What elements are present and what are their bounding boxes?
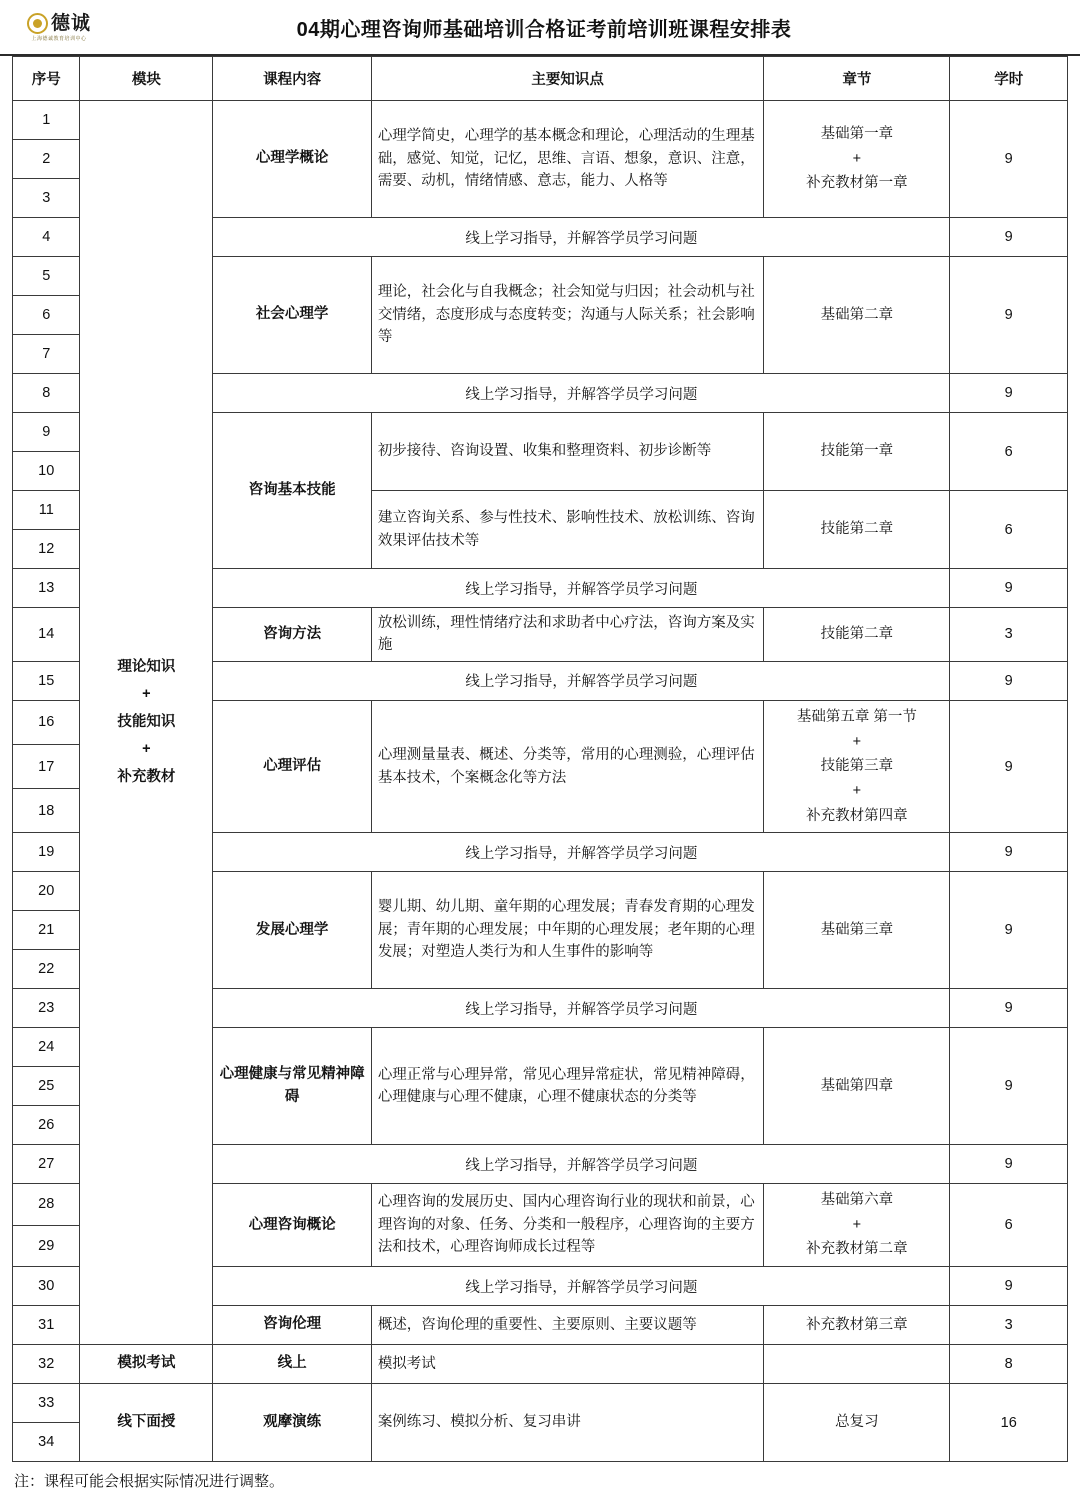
cell-knowledge: 建立咨询关系、参与性技术、影响性技术、放松训练、咨询效果评估技术等 xyxy=(371,491,764,569)
table-body xyxy=(13,101,1068,1462)
cell-chapter: 基础第一章 + 补充教材第一章 xyxy=(764,101,950,218)
footer-note: 注：课程可能会根据实际情况进行调整。 xyxy=(14,1473,285,1491)
cell-hours: 6 xyxy=(950,413,1068,491)
page-title: 04期心理咨询师基础培训合格证考前培训班课程安排表 xyxy=(296,18,792,41)
cell-hours: 9 xyxy=(950,101,1068,218)
cell-chapter: 总复习 xyxy=(764,1384,950,1462)
cell-course: 观摩演练 xyxy=(213,1384,371,1462)
cell-no: 23 xyxy=(13,989,80,1028)
cell-no: 17 xyxy=(13,745,80,789)
cell-no: 21 xyxy=(13,911,80,950)
cell-course: 线上 xyxy=(213,1345,371,1384)
col-header-knowledge: 主要知识点 xyxy=(371,57,764,101)
col-header-hours: 学时 xyxy=(950,57,1068,101)
cell-chapter: 技能第二章 xyxy=(764,608,950,662)
logo-circle-icon xyxy=(27,13,48,34)
cell-online-guidance: 线上学习指导，并解答学员学习问题 xyxy=(213,569,950,608)
cell-hours: 9 xyxy=(950,872,1068,989)
cell-course: 心理学概论 xyxy=(213,101,371,218)
cell-no: 4 xyxy=(13,218,80,257)
cell-no: 9 xyxy=(13,413,80,452)
cell-no: 12 xyxy=(13,530,80,569)
cell-hours: 9 xyxy=(950,1267,1068,1306)
table-row xyxy=(13,1345,1068,1384)
cell-knowledge: 心理正常与心理异常，常见心理异常症状，常见精神障碍，心理健康与心理不健康，心理不健康状态的分类等 xyxy=(371,1028,764,1145)
cell-hours: 9 xyxy=(950,1145,1068,1184)
cell-no: 22 xyxy=(13,950,80,989)
course-schedule-table xyxy=(12,56,1068,1462)
cell-module: 理论知识 + 技能知识 + 补充教材 xyxy=(80,101,213,1345)
cell-knowledge: 心理学简史，心理学的基本概念和理论，心理活动的生理基础，感觉、知觉，记忆，思维、言语、想象，意识、注意，需要、动机，情绪情感、意志，能力、人格等 xyxy=(371,101,764,218)
cell-no: 10 xyxy=(13,452,80,491)
col-header-chapter: 章节 xyxy=(764,57,950,101)
document-header xyxy=(0,0,1080,56)
cell-knowledge: 心理测量量表、概述、分类等，常用的心理测验，心理评估基本技术，个案概念化等方法 xyxy=(371,700,764,832)
cell-no: 14 xyxy=(13,608,80,662)
cell-knowledge: 婴儿期、幼儿期、童年期的心理发展；青春发育期的心理发展；青年期的心理发展；中年期的心理发展；老年期的心理发展；对塑造人类行为和人生事件的影响等 xyxy=(371,872,764,989)
cell-no: 33 xyxy=(13,1384,80,1423)
table-row xyxy=(13,1384,1068,1423)
cell-no: 19 xyxy=(13,833,80,872)
cell-chapter: 基础第四章 xyxy=(764,1028,950,1145)
cell-chapter: 基础第二章 xyxy=(764,257,950,374)
cell-no: 24 xyxy=(13,1028,80,1067)
cell-hours: 3 xyxy=(950,1306,1068,1345)
cell-no: 1 xyxy=(13,101,80,140)
cell-online-guidance: 线上学习指导，并解答学员学习问题 xyxy=(213,833,950,872)
brand-logo xyxy=(0,0,118,55)
cell-no: 26 xyxy=(13,1106,80,1145)
cell-hours: 8 xyxy=(950,1345,1068,1384)
cell-module: 线下面授 xyxy=(80,1384,213,1462)
cell-no: 6 xyxy=(13,296,80,335)
cell-hours: 9 xyxy=(950,569,1068,608)
cell-no: 15 xyxy=(13,661,80,700)
cell-chapter: 技能第二章 xyxy=(764,491,950,569)
cell-hours: 9 xyxy=(950,218,1068,257)
cell-course: 心理评估 xyxy=(213,700,371,832)
cell-course: 心理咨询概论 xyxy=(213,1184,371,1267)
cell-no: 27 xyxy=(13,1145,80,1184)
cell-course: 咨询方法 xyxy=(213,608,371,662)
cell-no: 2 xyxy=(13,140,80,179)
cell-knowledge: 模拟考试 xyxy=(371,1345,764,1384)
cell-chapter: 技能第一章 xyxy=(764,413,950,491)
logo-subtitle: 上海德诚教育培训中心 xyxy=(31,35,87,42)
cell-online-guidance: 线上学习指导，并解答学员学习问题 xyxy=(213,374,950,413)
cell-no: 28 xyxy=(13,1184,80,1225)
cell-knowledge: 初步接待、咨询设置、收集和整理资料、初步诊断等 xyxy=(371,413,764,491)
col-header-no: 序号 xyxy=(13,57,80,101)
cell-course: 心理健康与常见精神障碍 xyxy=(213,1028,371,1145)
cell-course: 咨询基本技能 xyxy=(213,413,371,569)
logo-text: 德诚 xyxy=(50,12,91,34)
cell-course: 社会心理学 xyxy=(213,257,371,374)
cell-no: 8 xyxy=(13,374,80,413)
cell-hours: 3 xyxy=(950,608,1068,662)
cell-hours: 6 xyxy=(950,491,1068,569)
cell-no: 11 xyxy=(13,491,80,530)
cell-no: 7 xyxy=(13,335,80,374)
cell-hours: 9 xyxy=(950,661,1068,700)
cell-no: 3 xyxy=(13,179,80,218)
cell-no: 13 xyxy=(13,569,80,608)
cell-online-guidance: 线上学习指导，并解答学员学习问题 xyxy=(213,661,950,700)
cell-chapter: 基础第三章 xyxy=(764,872,950,989)
cell-hours: 9 xyxy=(950,1028,1068,1145)
cell-no: 31 xyxy=(13,1306,80,1345)
cell-no: 16 xyxy=(13,700,80,744)
cell-hours: 16 xyxy=(950,1384,1068,1462)
cell-module: 模拟考试 xyxy=(80,1345,213,1384)
cell-hours: 9 xyxy=(950,989,1068,1028)
cell-chapter: 基础第六章 + 补充教材第二章 xyxy=(764,1184,950,1267)
cell-chapter: 补充教材第三章 xyxy=(764,1306,950,1345)
cell-hours: 6 xyxy=(950,1184,1068,1267)
cell-no: 29 xyxy=(13,1225,80,1266)
cell-no: 30 xyxy=(13,1267,80,1306)
cell-hours: 9 xyxy=(950,374,1068,413)
cell-chapter: 基础第五章 第一节 + 技能第三章 + 补充教材第四章 xyxy=(764,700,950,832)
cell-online-guidance: 线上学习指导，并解答学员学习问题 xyxy=(213,989,950,1028)
cell-no: 25 xyxy=(13,1067,80,1106)
cell-no: 32 xyxy=(13,1345,80,1384)
cell-knowledge: 理论，社会化与自我概念；社会知觉与归因；社会动机与社交情绪，态度形成与态度转变；沟通与人际关系；社会影响等 xyxy=(371,257,764,374)
cell-hours: 9 xyxy=(950,833,1068,872)
cell-course: 咨询伦理 xyxy=(213,1306,371,1345)
cell-hours: 9 xyxy=(950,257,1068,374)
cell-knowledge: 案例练习、模拟分析、复习串讲 xyxy=(371,1384,764,1462)
col-header-module: 模块 xyxy=(80,57,213,101)
cell-online-guidance: 线上学习指导，并解答学员学习问题 xyxy=(213,1145,950,1184)
cell-chapter xyxy=(764,1345,950,1384)
cell-course: 发展心理学 xyxy=(213,872,371,989)
cell-knowledge: 心理咨询的发展历史、国内心理咨询行业的现状和前景，心理咨询的对象、任务、分类和一般程序，心理咨询的主要方法和技术，心理咨询师成长过程等 xyxy=(371,1184,764,1267)
cell-no: 34 xyxy=(13,1423,80,1462)
cell-online-guidance: 线上学习指导，并解答学员学习问题 xyxy=(213,1267,950,1306)
cell-no: 20 xyxy=(13,872,80,911)
cell-knowledge: 概述，咨询伦理的重要性、主要原则、主要议题等 xyxy=(371,1306,764,1345)
table-row xyxy=(13,101,1068,140)
col-header-course: 课程内容 xyxy=(213,57,371,101)
cell-online-guidance: 线上学习指导，并解答学员学习问题 xyxy=(213,218,950,257)
cell-no: 5 xyxy=(13,257,80,296)
cell-hours: 9 xyxy=(950,700,1068,832)
cell-no: 18 xyxy=(13,789,80,833)
table-header-row xyxy=(13,57,1068,101)
cell-knowledge: 放松训练，理性情绪疗法和求助者中心疗法，咨询方案及实施 xyxy=(371,608,764,662)
